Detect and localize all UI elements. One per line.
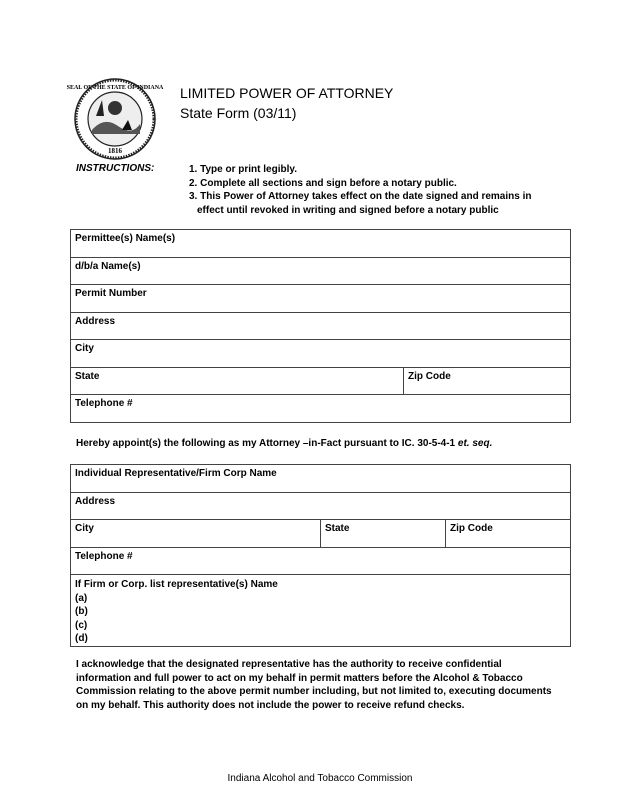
acknowledgement-paragraph	[76, 658, 576, 712]
permittee-telephone-field[interactable]: Telephone #	[71, 395, 571, 423]
instruction-item: 3. This Power of Attorney takes effect on the date signed and remains in	[189, 191, 532, 202]
state-seal-logo	[66, 78, 164, 160]
svg-text:SEAL OF THE STATE OF INDIANA: SEAL OF THE STATE OF INDIANA	[66, 85, 164, 91]
permittee-zip-field[interactable]: Zip Code	[404, 368, 571, 395]
representatives-field[interactable]	[71, 575, 571, 647]
representative-d: (d)	[75, 633, 88, 644]
permittee-address-field[interactable]: Address	[71, 313, 571, 340]
svg-text:1816: 1816	[108, 147, 122, 155]
dba-name-field[interactable]: d/b/a Name(s)	[71, 258, 571, 285]
acknowledgement-line: information and full power to act on my behalf in permit matters before the Alcohol & Tobacco	[76, 672, 523, 684]
representative-b: (b)	[75, 606, 88, 617]
representative-a: (a)	[75, 592, 88, 604]
footer-agency: Indiana Alcohol and Tobacco Commission	[227, 773, 413, 784]
instruction-item: 1. Type or print legibly.	[189, 164, 297, 175]
attorney-state-field[interactable]: State	[321, 520, 446, 548]
permittee-state-field[interactable]: State	[71, 368, 404, 395]
acknowledgement-line: Commission relating to the above permit number including, but not limited to, executing documents	[76, 686, 552, 697]
attorney-zip-field[interactable]: Zip Code	[446, 520, 571, 548]
permittee-city-field[interactable]: City	[71, 340, 571, 368]
appointment-statement: Hereby appoint(s) the following as my Attorney –in-Fact pursuant to IC. 30-5-4-1 et. seq.	[76, 438, 493, 449]
instruction-item: 2. Complete all sections and sign before a notary public.	[189, 177, 457, 189]
representative-name-field[interactable]: Individual Representative/Firm Corp Name	[71, 465, 571, 493]
attorney-table	[70, 464, 571, 647]
permittee-name-field[interactable]: Permittee(s) Name(s)	[71, 230, 571, 258]
representative-c: (c)	[75, 619, 88, 631]
representatives-label: If Firm or Corp. list representative(s) Name	[75, 579, 278, 590]
acknowledgement-line: I acknowledge that the designated representative has the authority to receive confidential	[76, 659, 502, 670]
instructions-label: INSTRUCTIONS:	[76, 163, 155, 174]
acknowledgement-line: on my behalf. This authority does not include the power to receive refund checks.	[76, 699, 465, 711]
attorney-city-field[interactable]: City	[71, 520, 321, 548]
form-subtitle: State Form (03/11)	[180, 105, 297, 121]
form-title: LIMITED POWER OF ATTORNEY	[180, 85, 394, 101]
instructions-list	[189, 163, 531, 217]
attorney-telephone-field[interactable]: Telephone #	[71, 548, 571, 575]
permit-number-field[interactable]: Permit Number	[71, 285, 571, 313]
attorney-address-field[interactable]: Address	[71, 493, 571, 520]
permittee-table	[70, 229, 571, 423]
instruction-item: effect until revoked in writing and signed before a notary public	[197, 204, 499, 216]
